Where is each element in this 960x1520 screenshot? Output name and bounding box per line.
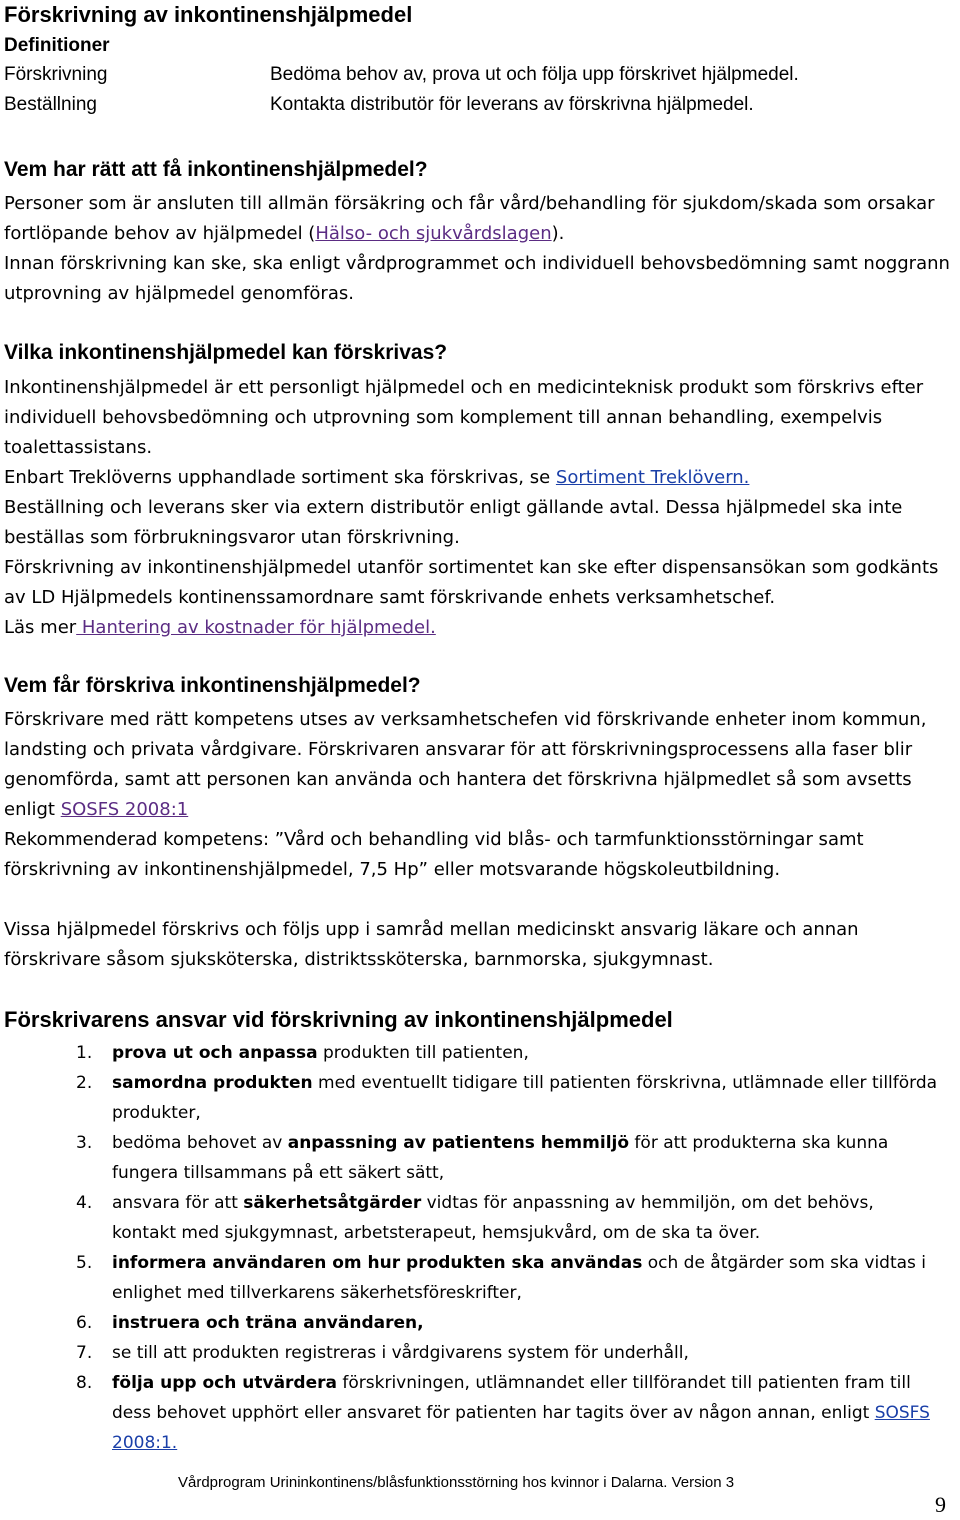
definition-desc: Bedöma behov av, prova ut och följa upp förskrivet hjälpmedel. (270, 64, 799, 85)
definitions-heading: Definitioner (4, 35, 110, 56)
list-number: 8. (76, 1373, 93, 1393)
paragraph-text: ). (551, 223, 565, 244)
item-bold-text: instruera och träna användaren, (112, 1313, 424, 1333)
link-hantering-av-kostnader[interactable]: Hantering av kostnader för hjälpmedel. (76, 617, 436, 638)
list-item (60, 1068, 940, 1128)
section-heading: Förskrivarens ansvar vid förskrivning av inkontinenshjälpmedel (4, 1007, 673, 1032)
paragraph: Förskrivning av inkontinenshjälpmedel utanför sortimentet kan ske efter dispensansökan som godkänts av LD Hjälpmedels kontinenssamordnare samt förskrivande enhets verksamhetschef. (4, 557, 939, 608)
page-number: 9 (935, 1492, 946, 1517)
definition-term: Förskrivning (4, 64, 108, 85)
item-text: för att produkterna ska kunna fungera tillsammans på ett säkert sätt, (112, 1133, 889, 1183)
item-text: förskrivningen, utlämnandet eller tillförandet till patienten fram till dess behovet upphört eller ansvaret för patienten har tagits över av någon annan, enligt (112, 1373, 911, 1423)
item-bold-text: säkerhetsåtgärder (243, 1193, 422, 1213)
item-bold-text: anpassning av patientens hemmiljö (287, 1133, 630, 1153)
paragraph (4, 463, 959, 493)
paragraph (4, 189, 959, 249)
link-halso-och-sjukvardslagen[interactable]: Hälso- och sjukvårdslagen (315, 223, 552, 244)
item-bold-text: informera användaren om hur produkten ska användas (112, 1253, 643, 1273)
item-text: bedöma behovet av (112, 1133, 288, 1153)
definition-term: Beställning (4, 94, 97, 115)
list-item (60, 1128, 940, 1188)
paragraph: Innan förskrivning kan ske, ska enligt vårdprogrammet och individuell behovsbedömning samt noggrann utprovning av hjälpmedel genomföras. (4, 253, 950, 304)
paragraph: Inkontinenshjälpmedel är ett personligt hjälpmedel och en medicinteknisk produkt som förskrivs efter individuell behovsbedömning och utprovning som komplement till annan behandling, exempelvis toalettassistans. (4, 377, 924, 458)
definition-desc: Kontakta distributör för leverans av förskrivna hjälpmedel. (270, 94, 754, 115)
link-sosfs-2008-1[interactable]: SOSFS 2008:1. (112, 1403, 930, 1453)
paragraph-text: Läs mer (4, 617, 77, 638)
list-item (60, 1338, 940, 1368)
list-number: 3. (76, 1133, 93, 1153)
page-footer: Vårdprogram Urininkontinens/blåsfunktionsstörning hos kvinnor i Dalarna. Version 3 (178, 1474, 735, 1491)
paragraph-text: Förskrivare med rätt kompetens utses av verksamhetschefen vid förskrivande enheter inom kommun, landsting och privata vårdgivare. Förskrivaren ansvarar för att förskrivningsprocessens alla faser blir genomförda, samt att personen kan använda och hantera det förskrivna hjälpmedlet så som avsetts enligt (4, 709, 927, 820)
item-text: produkten till patienten, (317, 1043, 529, 1063)
item-bold-text: samordna produkten (112, 1073, 313, 1093)
link-sosfs-2008-1[interactable]: SOSFS 2008:1 (60, 799, 189, 820)
list-item (60, 1038, 940, 1068)
list-number: 4. (76, 1193, 93, 1213)
item-text: vidtas för anpassning av hemmiljön, om det behövs, kontakt med sjukgymnast, arbetsterapeut, hemsjukvård, om de ska ta över. (112, 1193, 874, 1243)
list-item (60, 1188, 940, 1248)
list-number: 7. (76, 1343, 93, 1363)
list-item (60, 1368, 940, 1458)
item-bold-text: prova ut och anpassa (112, 1043, 318, 1063)
item-text: ansvara för att (112, 1193, 244, 1213)
list-item (60, 1248, 940, 1308)
list-item (60, 1308, 940, 1338)
paragraph-text: Enbart Treklöverns upphandlade sortiment ska förskrivas, se (4, 467, 556, 488)
paragraph (4, 613, 959, 643)
paragraph-text: Personer som är ansluten till allmän försäkring och får vård/behandling för sjukdom/skada som orsakar fortlöpande behov av hjälpmedel ( (4, 193, 935, 244)
paragraph: Vissa hjälpmedel förskrivs och följs upp i samråd mellan medicinskt ansvarig läkare och annan förskrivare såsom sjuksköterska, distriktssköterska, barnmorska, sjukgymnast. (4, 919, 859, 970)
paragraph: Rekommenderad kompetens: ”Vård och behandling vid blås- och tarmfunktionsstörningar samt förskrivning av inkontinenshjälpmedel, 7,5 Hp” eller motsvarande högskoleutbildning. (4, 829, 864, 880)
item-text: se till att produkten registreras i vårdgivarens system för underhåll, (112, 1343, 689, 1363)
item-text: och de åtgärder som ska vidtas i enlighet med tillverkarens säkerhetsföreskrifter, (112, 1253, 927, 1303)
section-heading: Vilka inkontinenshjälpmedel kan förskrivas? (4, 341, 448, 364)
list-number: 1. (76, 1043, 93, 1063)
list-number: 6. (76, 1313, 93, 1333)
list-number: 2. (76, 1073, 93, 1093)
paragraph (4, 705, 959, 825)
page-title: Förskrivning av inkontinenshjälpmedel (4, 2, 413, 27)
responsibility-list (60, 1038, 940, 1458)
list-number: 5. (76, 1253, 93, 1273)
item-text: med eventuellt tidigare till patienten förskrivna, utlämnade eller tillförda produkter, (112, 1073, 938, 1123)
section-heading: Vem har rätt att få inkontinenshjälpmedel? (4, 158, 428, 181)
paragraph: Beställning och leverans sker via extern distributör enligt gällande avtal. Dessa hjälpmedel ska inte beställas som förbrukningsvaror utan förskrivning. (4, 497, 903, 548)
section-heading: Vem får förskriva inkontinenshjälpmedel? (4, 674, 421, 697)
item-bold-text: följa upp och utvärdera (112, 1373, 337, 1393)
link-sortiment-treklovern[interactable]: Sortiment Treklövern. (555, 467, 750, 488)
